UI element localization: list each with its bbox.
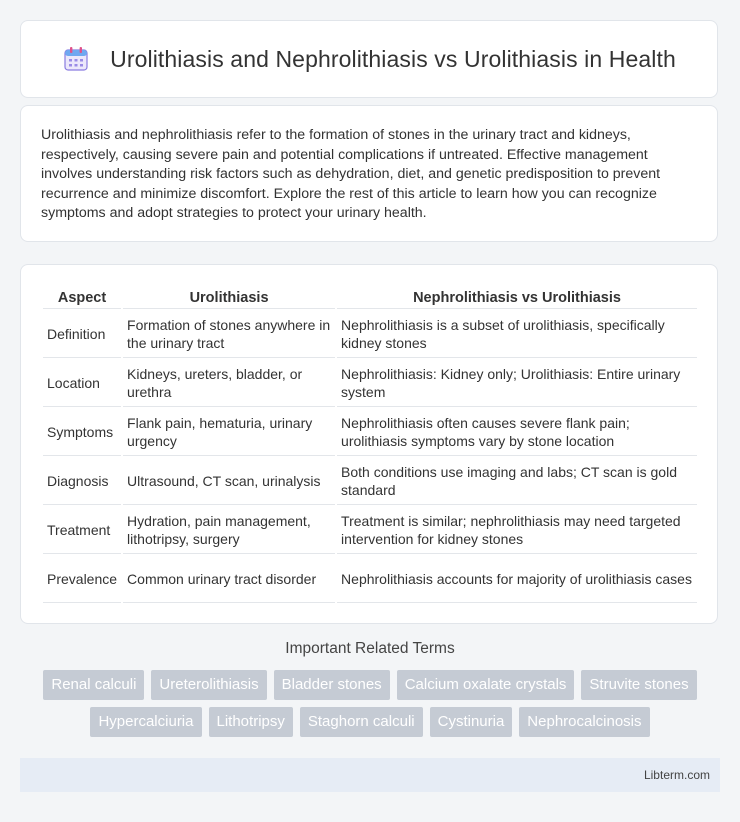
column-header-comparison: Nephrolithiasis vs Urolithiasis [337,287,697,309]
calendar-icon [62,45,90,73]
tag-hypercalciuria[interactable]: Hypercalciuria [90,707,201,737]
table-cell-comparison: Treatment is similar; nephrolithiasis may need targeted intervention for kidney stones [337,507,697,554]
table-cell-aspect: Prevalence [43,556,121,603]
column-header-aspect: Aspect [43,287,121,309]
tag-staghorn-calculi[interactable]: Staghorn calculi [300,707,423,737]
table-cell-comparison: Nephrolithiasis is a subset of urolithiasis, specifically kidney stones [337,311,697,358]
table-cell-comparison: Both conditions use imaging and labs; CT scan is gold standard [337,458,697,505]
table-cell-comparison: Nephrolithiasis often causes severe flank pain; urolithiasis symptoms vary by stone location [337,409,697,456]
table-row [43,409,697,456]
table-cell-aspect: Location [43,360,121,407]
tag-nephrocalcinosis[interactable]: Nephrocalcinosis [519,707,649,737]
table-row [43,556,697,603]
tag-bladder-stones[interactable]: Bladder stones [274,670,390,700]
table-cell-urolithiasis: Ultrasound, CT scan, urinalysis [123,458,335,505]
table-cell-urolithiasis: Formation of stones anywhere in the urinary tract [123,311,335,358]
table-header-row [43,287,697,309]
header-card [20,20,718,98]
tag-ureterolithiasis[interactable]: Ureterolithiasis [151,670,266,700]
table-row [43,311,697,358]
tag-renal-calculi[interactable]: Renal calculi [43,670,144,700]
intro-text: Urolithiasis and nephrolithiasis refer to the formation of stones in the urinary tract and kidneys, respectively, causing severe pain and potential complications if untreated. Effective management involves understanding risk factors such as dehydration, diet, and genetic predisposition to prevent recurrence and minimize discomfort. Explore the rest of this article to learn how you can recognize symptoms and adopt strategies to protect your urinary health. [41,127,661,221]
table-cell-aspect: Symptoms [43,409,121,456]
table-row [43,360,697,407]
table-cell-urolithiasis: Common urinary tract disorder [123,556,335,603]
page-title: Urolithiasis and Nephrolithiasis vs Urolithiasis in Health [110,45,676,72]
table-cell-aspect: Treatment [43,507,121,554]
intro-card [20,105,718,242]
table-cell-urolithiasis: Hydration, pain management, lithotripsy, surgery [123,507,335,554]
table-cell-urolithiasis: Flank pain, hematuria, urinary urgency [123,409,335,456]
related-terms-section [20,640,720,737]
table-cell-aspect: Definition [43,311,121,358]
footer-site-link[interactable]: Libterm.com [643,768,710,782]
tag-struvite-stones[interactable]: Struvite stones [581,670,696,700]
related-terms-title: Important Related Terms [285,640,455,657]
tag-calcium-oxalate-crystals[interactable]: Calcium oxalate crystals [397,670,575,700]
footer [20,758,720,792]
table-cell-urolithiasis: Kidneys, ureters, bladder, or urethra [123,360,335,407]
table-cell-comparison: Nephrolithiasis: Kidney only; Urolithiasis: Entire urinary system [337,360,697,407]
comparison-table [41,285,699,605]
table-cell-aspect: Diagnosis [43,458,121,505]
table-row [43,507,697,554]
tag-cystinuria[interactable]: Cystinuria [430,707,513,737]
table-cell-comparison: Nephrolithiasis accounts for majority of urolithiasis cases [337,556,697,603]
column-header-urolithiasis: Urolithiasis [123,287,335,309]
table-row [43,458,697,505]
tag-lithotripsy[interactable]: Lithotripsy [209,707,293,737]
comparison-table-card [20,264,718,624]
related-terms-tags [20,670,720,737]
